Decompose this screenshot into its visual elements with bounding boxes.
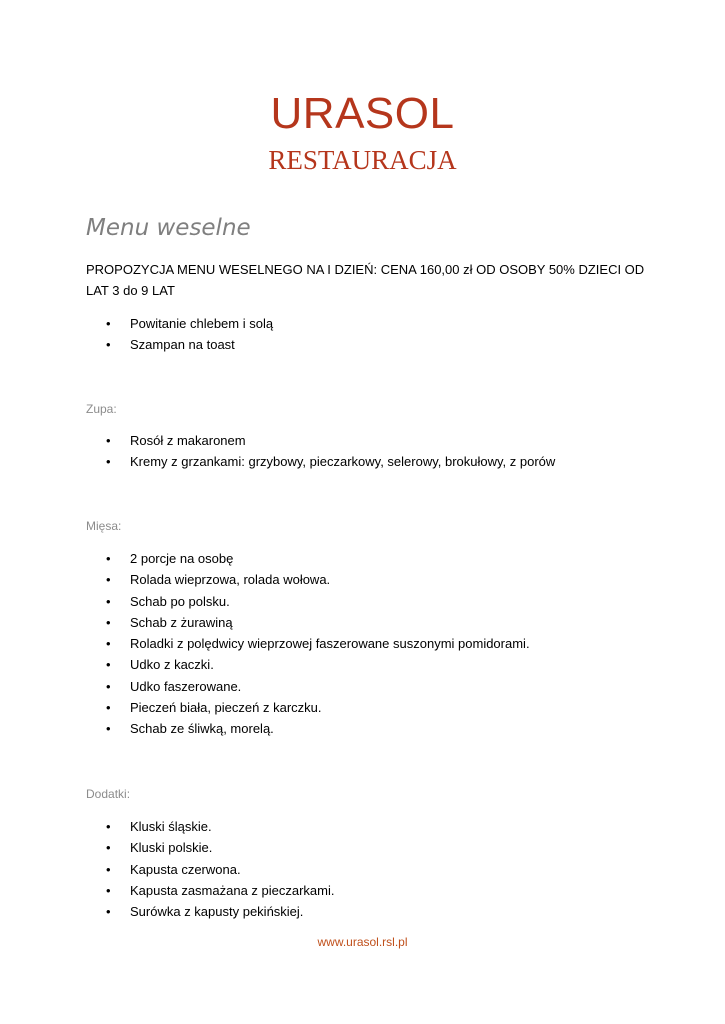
list-item [0, 718, 530, 739]
bullet-icon: • [106, 819, 111, 834]
list-item [0, 676, 530, 697]
list-item-text: Rosół z makaronem [130, 433, 246, 448]
miesa-list [0, 548, 530, 740]
list-item [0, 313, 273, 334]
bullet-icon: • [106, 454, 111, 470]
list-item [0, 451, 555, 472]
list-item-text: Kapusta czerwona. [130, 861, 241, 877]
bullet-icon: • [106, 337, 111, 353]
list-item [0, 697, 530, 718]
bullet-icon: • [106, 840, 111, 856]
section-label-zupa: Zupa: [86, 402, 117, 416]
list-item-text: Udko z kaczki. [130, 657, 214, 673]
list-item-text: Kluski śląskie. [130, 819, 212, 834]
list-item-text: Kremy z grzankami: grzybowy, pieczarkowy, selerowy, brokułowy, z porów [130, 454, 556, 470]
website-link[interactable]: www.urasol.rsl.pl [317, 935, 408, 949]
list-item [0, 654, 530, 675]
list-item-text: Kapusta zasmażana z pieczarkami. [130, 882, 335, 898]
bullet-icon: • [106, 861, 111, 877]
list-item [0, 334, 273, 355]
list-item [0, 859, 334, 880]
list-item-text: Udko faszerowane. [130, 678, 242, 694]
list-item-text: Rolada wieprzowa, rolada wołowa. [130, 572, 331, 588]
list-item-text: Schab z żurawiną [130, 614, 233, 630]
bullet-icon: • [106, 433, 111, 448]
list-item-text: Schab ze śliwką, morelą. [130, 721, 274, 737]
welcome-list [0, 313, 273, 356]
bullet-icon: • [106, 721, 111, 737]
bullet-icon: • [106, 316, 111, 331]
list-item-text: 2 porcje na osobę [130, 551, 234, 566]
list-item [0, 548, 530, 569]
list-item [0, 430, 555, 451]
dodatki-list [0, 816, 334, 922]
bullet-icon: • [106, 882, 111, 898]
bullet-icon: • [106, 551, 111, 566]
bullet-icon: • [106, 657, 111, 673]
list-item [0, 837, 334, 858]
list-item-text: Pieczeń biała, pieczeń z karczku. [130, 700, 322, 716]
bullet-icon: • [106, 636, 111, 652]
menu-title: Menu weselne [86, 215, 251, 241]
list-item-text: Surówka z kapusty pekińskiej. [130, 904, 304, 920]
restaurant-subtitle: RESTAURACJA [268, 145, 457, 175]
bullet-icon: • [106, 614, 111, 630]
bullet-icon: • [106, 572, 111, 588]
list-item [0, 633, 530, 654]
bullet-icon: • [106, 678, 111, 694]
list-item [0, 901, 334, 922]
list-item [0, 591, 530, 612]
list-item [0, 816, 334, 837]
bullet-icon: • [106, 593, 111, 609]
restaurant-name: URASOL [270, 89, 455, 138]
list-item-text: Szampan na toast [130, 337, 235, 353]
zupa-list [0, 430, 555, 473]
list-item [0, 880, 334, 901]
list-item-text: Roladki z polędwicy wieprzowej faszerowane suszonymi pomidorami. [130, 636, 530, 652]
list-item-text: Schab po polsku. [130, 593, 230, 609]
menu-intro: PROPOZYCJA MENU WESELNEGO NA I DZIEŃ: CENA 160,00 zł OD OSOBY 50% DZIECI OD LAT 3 do 9 LAT [86, 262, 645, 298]
list-item [0, 569, 530, 590]
section-label-dodatki: Dodatki: [86, 787, 131, 801]
list-item [0, 612, 530, 633]
list-item-text: Powitanie chlebem i solą [130, 316, 274, 331]
bullet-icon: • [106, 904, 111, 920]
bullet-icon: • [106, 700, 111, 716]
list-item-text: Kluski polskie. [130, 840, 213, 856]
section-label-miesa: Mięsa: [86, 519, 122, 533]
